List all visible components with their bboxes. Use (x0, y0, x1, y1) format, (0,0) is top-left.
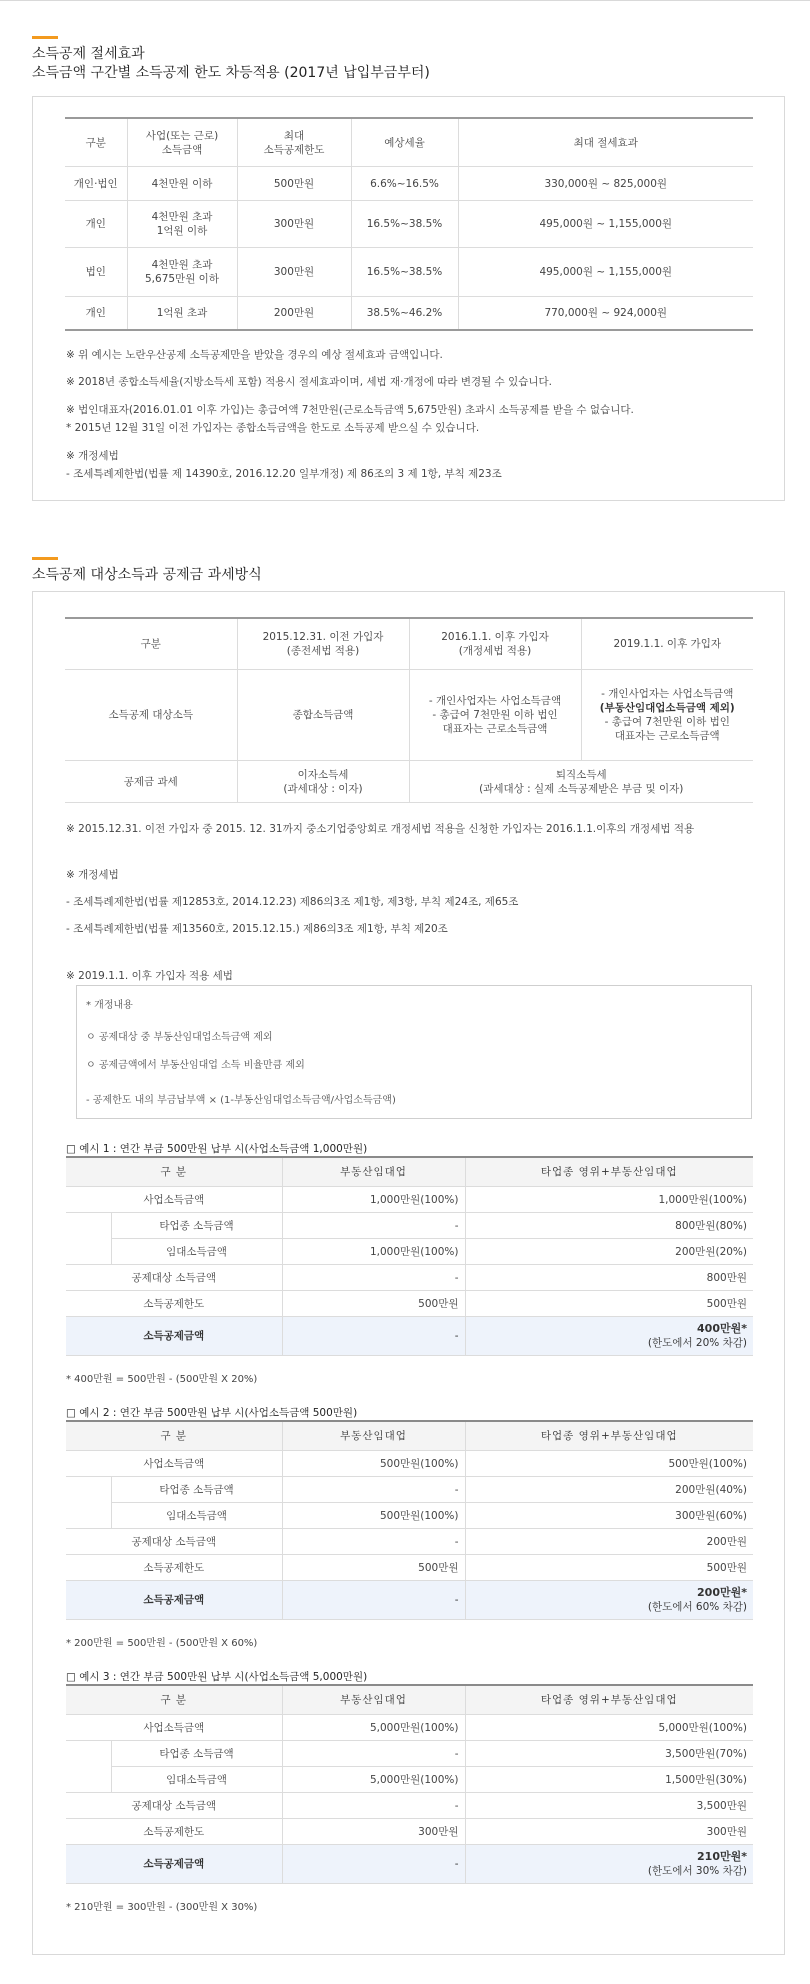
table-row (66, 1741, 753, 1767)
cell-mixed: 500만원(100%) (465, 1451, 753, 1477)
revision-head: * 개정내용 (86, 1000, 133, 1011)
section2-note: ※ 2015.12.31. 이전 가입자 중 2015. 12. 31까지 중소기업중앙회로 개정세법 적용을 신청한 가입자는 2016.1.1.이후의 개정세법 적용 (66, 823, 695, 835)
table-row (66, 1767, 753, 1793)
revision-line-3: - 공제한도 내의 부금납부액 × (1-부동산임대업소득금액/사업소득금액) (86, 1095, 396, 1106)
header-type: 구분 (65, 118, 127, 167)
total-label: 소득공제금액 (66, 1845, 282, 1884)
table-row (65, 761, 753, 803)
example-3-table (66, 1684, 753, 1884)
header-label: 구 분 (66, 1157, 282, 1187)
cell-rental: - (282, 1213, 465, 1239)
row-label: 사업소득금액 (66, 1451, 282, 1477)
total-rental: - (282, 1317, 465, 1356)
table-row (66, 1529, 753, 1555)
law-line-1: - 조세특례제한법(법률 제12853호, 2014.12.23) 제86의3조 제1항, 제3항, 부칙 제24조, 제65조 (66, 896, 519, 908)
cell-limit: 500만원 (237, 167, 351, 201)
row-label: 공제대상 소득금액 (66, 1529, 282, 1555)
note-1: ※ 위 예시는 노란우산공제 소득공제만을 받았을 경우의 예상 절세효과 금액입니다. (66, 349, 443, 361)
total-row (66, 1845, 753, 1884)
example-1-title: □ 예시 1 : 연간 부금 500만원 납부 시(사업소득금액 1,000만원) (66, 1143, 368, 1155)
cell-after-2016-merged: 퇴직소득세 (과세대상 : 실제 소득공제받은 부금 및 이자) (409, 761, 753, 803)
cell-after-2019: - 개인사업자는 사업소득금액 (부동산임대업소득금액 제외) - 총급여 7천만원 이하 법인 대표자는 근로소득금액 (581, 670, 753, 761)
note-4: * 2015년 12월 31일 이전 가입자는 종합소득금액을 한도로 소득공제 받으실 수 있습니다. (66, 422, 480, 434)
table-row (66, 1503, 753, 1529)
cell-rental: 1,000만원(100%) (282, 1187, 465, 1213)
table-row (65, 201, 753, 248)
cell-limit: 300만원 (237, 248, 351, 297)
header-mixed: 타업종 영위+부동산임대업 (465, 1685, 753, 1715)
cell-mixed: 200만원(40%) (465, 1477, 753, 1503)
header-after-2019: 2019.1.1. 이후 가입자 (581, 618, 753, 670)
table-row (65, 167, 753, 201)
example-1-footnote: * 400만원 = 500만원 - (500만원 X 20%) (66, 1374, 258, 1385)
row-label: 타업종 소득금액 (111, 1741, 282, 1767)
deduction-income-table (65, 617, 753, 803)
header-rental: 부동산임대업 (282, 1685, 465, 1715)
header-income: 사업(또는 근로) 소득금액 (127, 118, 237, 167)
total-mixed: 200만원* (한도에서 60% 차감) (465, 1581, 753, 1620)
table-row (65, 297, 753, 330)
cell-income: 4천만원 초과 1억원 이하 (127, 201, 237, 248)
cell-rate: 6.6%~16.5% (351, 167, 458, 201)
total-row (66, 1317, 753, 1356)
cell-mixed: 500만원 (465, 1555, 753, 1581)
indent-gap (66, 1477, 111, 1503)
cell-limit: 200만원 (237, 297, 351, 330)
cell-rental: - (282, 1477, 465, 1503)
total-label: 소득공제금액 (66, 1581, 282, 1620)
cell-mixed: 3,500만원(70%) (465, 1741, 753, 1767)
table-row (66, 1213, 753, 1239)
cell-limit: 300만원 (237, 201, 351, 248)
cell-income: 4천만원 이하 (127, 167, 237, 201)
table-row (66, 1793, 753, 1819)
section1-accent-bar (32, 36, 58, 39)
table-row (66, 1291, 753, 1317)
row-label: 소득공제한도 (66, 1819, 282, 1845)
row-label: 소득공제한도 (66, 1555, 282, 1581)
cell-rental: 500만원(100%) (282, 1451, 465, 1477)
cell-effect: 495,000원 ~ 1,155,000원 (458, 201, 753, 248)
indent-gap (66, 1213, 111, 1239)
note-3: ※ 법인대표자(2016.01.01 이후 가입)는 총급여액 7천만원(근로소득금액 5,675만원) 초과시 소득공제를 받을 수 없습니다. (66, 404, 634, 416)
example-2-footnote: * 200만원 = 500만원 - (500만원 X 60%) (66, 1638, 258, 1649)
example-3-title: □ 예시 3 : 연간 부금 500만원 납부 시(사업소득금액 5,000만원) (66, 1671, 368, 1683)
table-row (65, 670, 753, 761)
cell-effect: 495,000원 ~ 1,155,000원 (458, 248, 753, 297)
tax-saving-table (65, 117, 753, 331)
table-row (66, 1555, 753, 1581)
cell-mixed: 800만원 (465, 1265, 753, 1291)
table-row (66, 1187, 753, 1213)
note-law-title: ※ 개정세법 (66, 450, 119, 462)
header-type: 구분 (65, 618, 237, 670)
row-label: 타업종 소득금액 (111, 1213, 282, 1239)
table-row (65, 248, 753, 297)
table-row (66, 1265, 753, 1291)
law-line-2: - 조세특례제한법(법률 제13560호, 2015.12.15.) 제86의3조 제1항, 부칙 제20조 (66, 923, 448, 935)
cell-mixed: 3,500만원 (465, 1793, 753, 1819)
header-mixed: 타업종 영위+부동산임대업 (465, 1157, 753, 1187)
header-rental: 부동산임대업 (282, 1421, 465, 1451)
cell-effect: 330,000원 ~ 825,000원 (458, 167, 753, 201)
revision-box (76, 985, 752, 1119)
row-label: 공제대상 소득금액 (66, 1265, 282, 1291)
cell-rental: - (282, 1741, 465, 1767)
example-2-title: □ 예시 2 : 연간 부금 500만원 납부 시(사업소득금액 500만원) (66, 1407, 358, 1419)
section1-subtitle: 소득금액 구간별 소득공제 한도 차등적용 (2017년 납입부금부터) (32, 65, 430, 81)
header-effect: 최대 절세효과 (458, 118, 753, 167)
cell-rental: 1,000만원(100%) (282, 1239, 465, 1265)
cell-mixed: 1,000만원(100%) (465, 1187, 753, 1213)
cell-mixed: 500만원 (465, 1291, 753, 1317)
cell-type: 개인·법인 (65, 167, 127, 201)
cell-mixed: 300만원 (465, 1819, 753, 1845)
top-divider (0, 0, 810, 1)
section2-accent-bar (32, 557, 58, 560)
cell-type: 개인 (65, 201, 127, 248)
cell-effect: 770,000원 ~ 924,000원 (458, 297, 753, 330)
cell-rental: 500만원 (282, 1291, 465, 1317)
total-label: 소득공제금액 (66, 1317, 282, 1356)
table-row (66, 1239, 753, 1265)
note-law: - 조세특례제한법(법률 제 14390호, 2016.12.20 일부개정) 제 86조의 3 제 1항, 부칙 제23조 (66, 468, 502, 480)
note-2: ※ 2018년 종합소득세율(지방소득세 포함) 적용시 절세효과이며, 세법 재·개정에 따라 변경될 수 있습니다. (66, 376, 553, 388)
section1-title: 소득공제 절세효과 (32, 46, 145, 62)
row-label: 공제대상 소득금액 (66, 1793, 282, 1819)
cell-rate: 16.5%~38.5% (351, 201, 458, 248)
cell-rental: - (282, 1793, 465, 1819)
cell-type: 개인 (85, 306, 106, 319)
cell-rental: 5,000만원(100%) (282, 1715, 465, 1741)
cell-mixed: 300만원(60%) (465, 1503, 753, 1529)
cell-rental: 500만원 (282, 1555, 465, 1581)
cell-rate: 38.5%~46.2% (351, 297, 458, 330)
row-label: 임대소득금액 (111, 1503, 282, 1529)
section2-title: 소득공제 대상소득과 공제금 과세방식 (32, 567, 262, 583)
total-mixed: 210만원* (한도에서 30% 차감) (465, 1845, 753, 1884)
header-limit: 최대 소득공제한도 (237, 118, 351, 167)
header-rate: 예상세율 (351, 118, 458, 167)
cell-before-2016: 이자소득세 (과세대상 : 이자) (237, 761, 409, 803)
row-label: 소득공제한도 (66, 1291, 282, 1317)
table-row (66, 1477, 753, 1503)
revision-line-1: ㅇ 공제대상 중 부동산임대업소득금액 제외 (86, 1032, 273, 1043)
cell-before-2016: 종합소득금액 (237, 670, 409, 761)
row-label: 임대소득금액 (111, 1767, 282, 1793)
table-row (66, 1819, 753, 1845)
table-header-row (66, 1157, 753, 1187)
table-header-row (65, 618, 753, 670)
header-label: 구 분 (66, 1685, 282, 1715)
cell-mixed: 200만원(20%) (465, 1239, 753, 1265)
row-label: 사업소득금액 (66, 1715, 282, 1741)
cell-label: 공제금 과세 (65, 761, 237, 803)
header-before-2016: 2015.12.31. 이전 가입자 (종전세법 적용) (237, 618, 409, 670)
total-mixed: 400만원* (한도에서 20% 차감) (465, 1317, 753, 1356)
row-label: 임대소득금액 (111, 1239, 282, 1265)
indent-gap (66, 1741, 111, 1767)
indent-gap (66, 1767, 111, 1793)
cell-mixed: 1,500만원(30%) (465, 1767, 753, 1793)
cell-rental: - (282, 1529, 465, 1555)
cell-mixed: 5,000만원(100%) (465, 1715, 753, 1741)
cell-rental: 5,000만원(100%) (282, 1767, 465, 1793)
cell-income: 4천만원 초과 5,675만원 이하 (127, 248, 237, 297)
indent-gap (66, 1239, 111, 1265)
table-row (66, 1451, 753, 1477)
law-title: ※ 개정세법 (66, 869, 119, 881)
table-row (66, 1715, 753, 1741)
cell-type: 법인 (65, 248, 127, 297)
header-mixed: 타업종 영위+부동산임대업 (465, 1421, 753, 1451)
cell-after-2016: - 개인사업자는 사업소득금액 - 총급여 7천만원 이하 법인 대표자는 근로소득금액 (409, 670, 581, 761)
table-header-row (66, 1685, 753, 1715)
total-row (66, 1581, 753, 1620)
total-rental: - (282, 1581, 465, 1620)
table-header-row (66, 1421, 753, 1451)
cell-rental: - (282, 1265, 465, 1291)
example-2-table (66, 1420, 753, 1620)
cell-mixed: 200만원 (465, 1529, 753, 1555)
cell-rate: 16.5%~38.5% (351, 248, 458, 297)
cell-rental: 500만원(100%) (282, 1503, 465, 1529)
cell-mixed: 800만원(80%) (465, 1213, 753, 1239)
indent-gap (66, 1503, 111, 1529)
example-3-footnote: * 210만원 = 300만원 - (300만원 X 30%) (66, 1902, 258, 1913)
header-after-2016: 2016.1.1. 이후 가입자 (개정세법 적용) (409, 618, 581, 670)
law-2019-title: ※ 2019.1.1. 이후 가입자 적용 세법 (66, 970, 233, 982)
row-label: 타업종 소득금액 (111, 1477, 282, 1503)
cell-rental: 300만원 (282, 1819, 465, 1845)
table-header-row (65, 118, 753, 167)
cell-label: 소득공제 대상소득 (65, 670, 237, 761)
row-label: 사업소득금액 (66, 1187, 282, 1213)
total-rental: - (282, 1845, 465, 1884)
cell-income: 1억원 초과 (127, 297, 237, 330)
header-rental: 부동산임대업 (282, 1157, 465, 1187)
example-1-table (66, 1156, 753, 1356)
header-label: 구 분 (66, 1421, 282, 1451)
revision-line-2: ㅇ 공제금액에서 부동산임대업 소득 비율만큼 제외 (86, 1060, 305, 1071)
